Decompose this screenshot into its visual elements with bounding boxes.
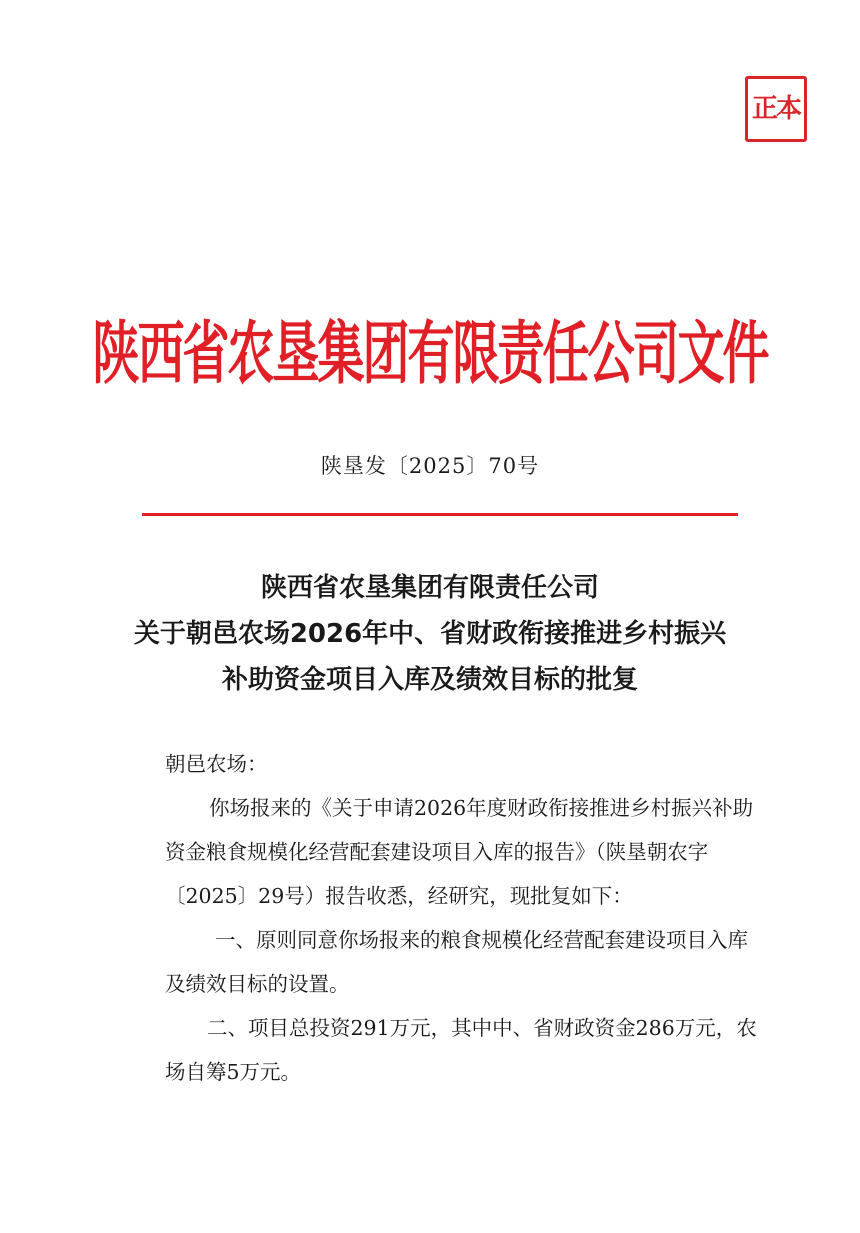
body-paragraph-3: 二、项目总投资291万元，其中中、省财政资金286万元，农场自筹5万元。 bbox=[165, 1016, 757, 1084]
document-number: 陕垦发〔2025〕70号 bbox=[320, 454, 540, 478]
original-copy-stamp bbox=[745, 76, 807, 142]
document-title bbox=[0, 565, 860, 703]
stamp-text: 正本 bbox=[751, 94, 800, 124]
salutation: 朝邑农场： bbox=[165, 752, 268, 776]
title-line-3: 补助资金项目入库及绩效目标的批复 bbox=[221, 665, 638, 695]
document-masthead: 陕西省农垦集团有限责任公司文件 bbox=[92, 314, 768, 395]
document-body bbox=[165, 742, 765, 1094]
title-line-1: 陕西省农垦集团有限责任公司 bbox=[260, 573, 599, 603]
title-line-2: 关于朝邑农场2026年中、省财政衔接推进乡村振兴 bbox=[133, 619, 727, 649]
red-divider-line bbox=[142, 513, 738, 516]
body-paragraph-1: 你场报来的《关于申请2026年度财政衔接推进乡村振兴补助资金粮食规模化经营配套建设项目入库的报告》（陕垦朝农字〔2025〕29号）报告收悉，经研究，现批复如下： bbox=[165, 796, 754, 908]
body-paragraph-2: 一、原则同意你场报来的粮食规模化经营配套建设项目入库及绩效目标的设置。 bbox=[165, 928, 748, 996]
